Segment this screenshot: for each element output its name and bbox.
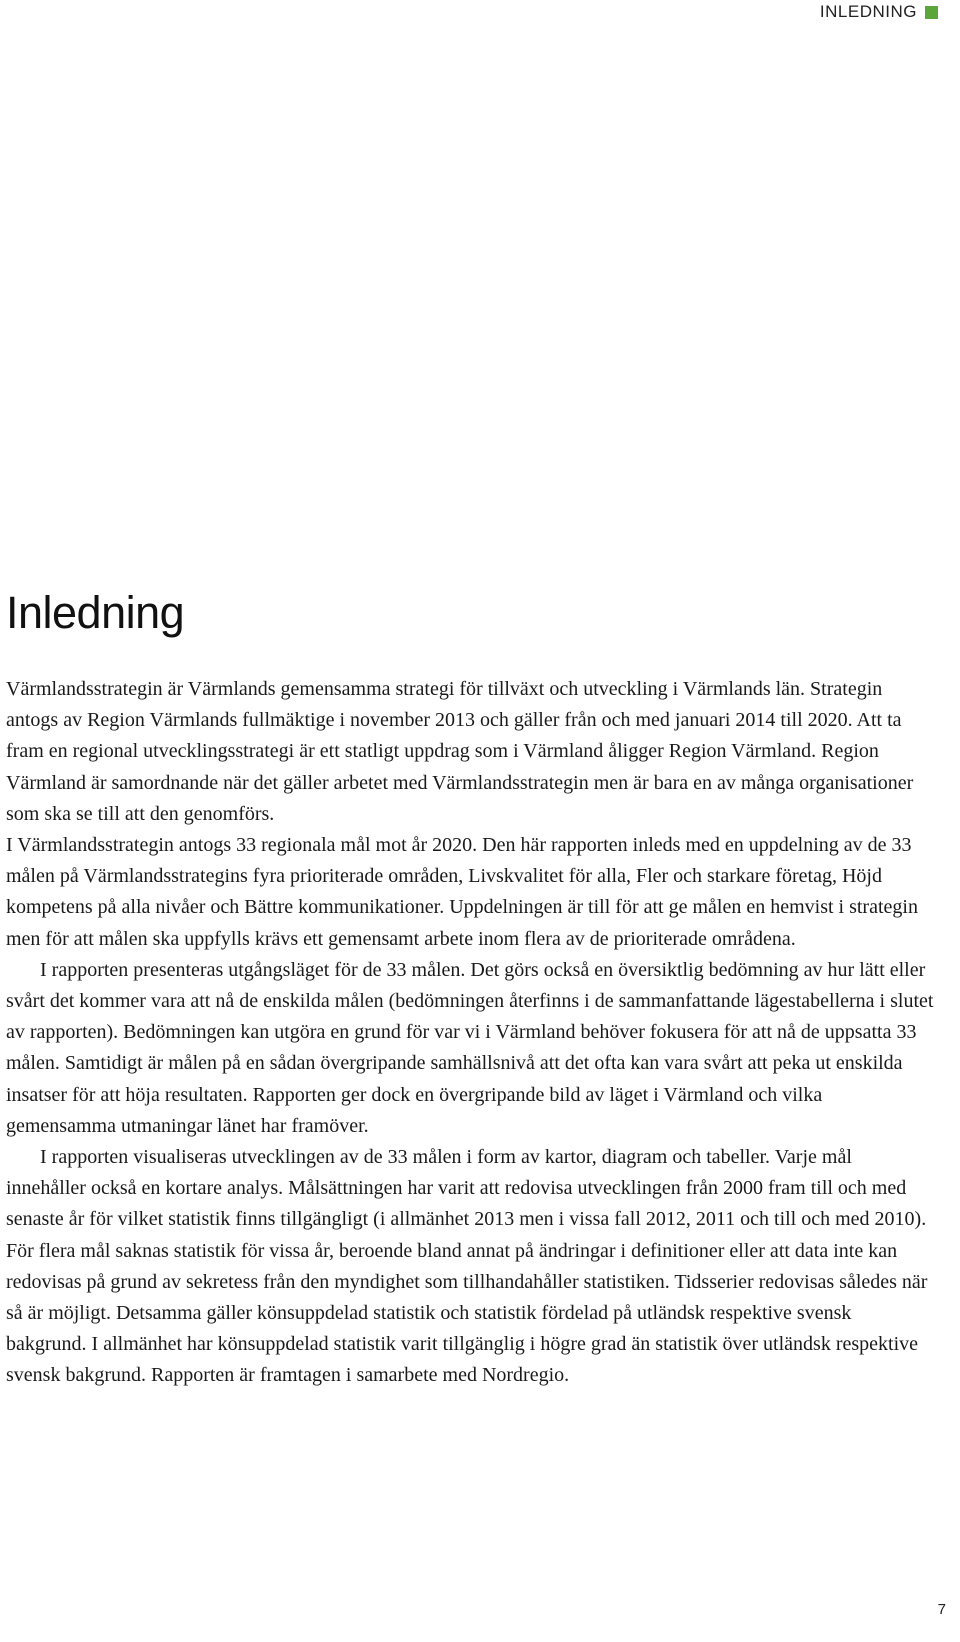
running-header xyxy=(820,2,938,22)
section-label: INLEDNING xyxy=(819,2,917,21)
paragraph-2: I Värmlandsstrategin antogs 33 regionala mål mot år 2020. Den här rapporten inleds med en uppdelning av de 33 målen på Värmlandsstrategins fyra prioriterade områden, Livskvalitet för alla, Fler och starkare företag, Höjd kompetens på alla nivåer och Bättre kommunikationer. Uppdelningen är till för att ge målen en hemvist i strategin men för att målen ska uppfylls krävs ett gemensamt arbete inom flera av de prioriterade områdena. xyxy=(6,834,918,950)
page-number: 7 xyxy=(937,1601,946,1618)
green-square-icon xyxy=(925,6,938,19)
paragraph-1: Värmlandsstrategin är Värmlands gemensamma strategi för tillväxt och utveckling i Värmlands län. Strategin antogs av Region Värmlands fullmäktige i november 2013 och gäller från och med januari 2014 till 2020. Att ta fram en regional utvecklingsstrategi är ett statligt uppdrag som i Värmland åligger Region Värmland. Region Värmland är samordnande när det gäller arbetet med Värmlandsstrategin men är bara en av många organisationer som ska se till att den genomförs. xyxy=(6,678,914,825)
page-title: Inledning xyxy=(6,587,185,638)
body-text xyxy=(6,674,936,1392)
paragraph-3: I rapporten presenteras utgångsläget för de 33 målen. Det görs också en översiktlig bedömning av hur lätt eller svårt det kommer vara att nå de enskilda målen (bedömningen återfinns i de sammanfattande lägestabellerna i slutet av rapporten). Bedömningen kan utgöra en grund för var vi i Värmland behöver fokusera för att nå de uppsatta 33 målen. Samtidigt är målen på en sådan övergripande samhällsnivå att det ofta kan vara svårt att peka ut enskilda insatser för att höja resultaten. Rapporten ger dock en övergripande bild av läget i Värmland och vilka gemensamma utmaningar länet har framöver. xyxy=(6,958,934,1137)
paragraph-4: I rapporten visualiseras utvecklingen av de 33 målen i form av kartor, diagram och tabeller. Varje mål innehåller också en kortare analys. Målsättningen har varit att redovisa utvecklingen från 2000 fram till och med senaste år för vilket statistik finns tillgängligt (i allmänhet 2013 men i vissa fall 2012, 2011 och till och med 2010). För flera mål saknas statistik för vissa år, beroende bland annat på ändringar i definitioner eller att data inte kan redovisas på grund av sekretess från den myndighet som tillhandahåller statistiken. Tidsserier redovisas således när så är möjligt. Detsamma gäller könsuppdelad statistik och statistik fördelad på utländsk respektive svensk bakgrund. I allmänhet har könsuppdelad statistik varit tillgänglig i högre grad än statistik över utländsk respektive svensk bakgrund. Rapporten är framtagen i samarbete med Nordregio. xyxy=(6,1146,928,1387)
